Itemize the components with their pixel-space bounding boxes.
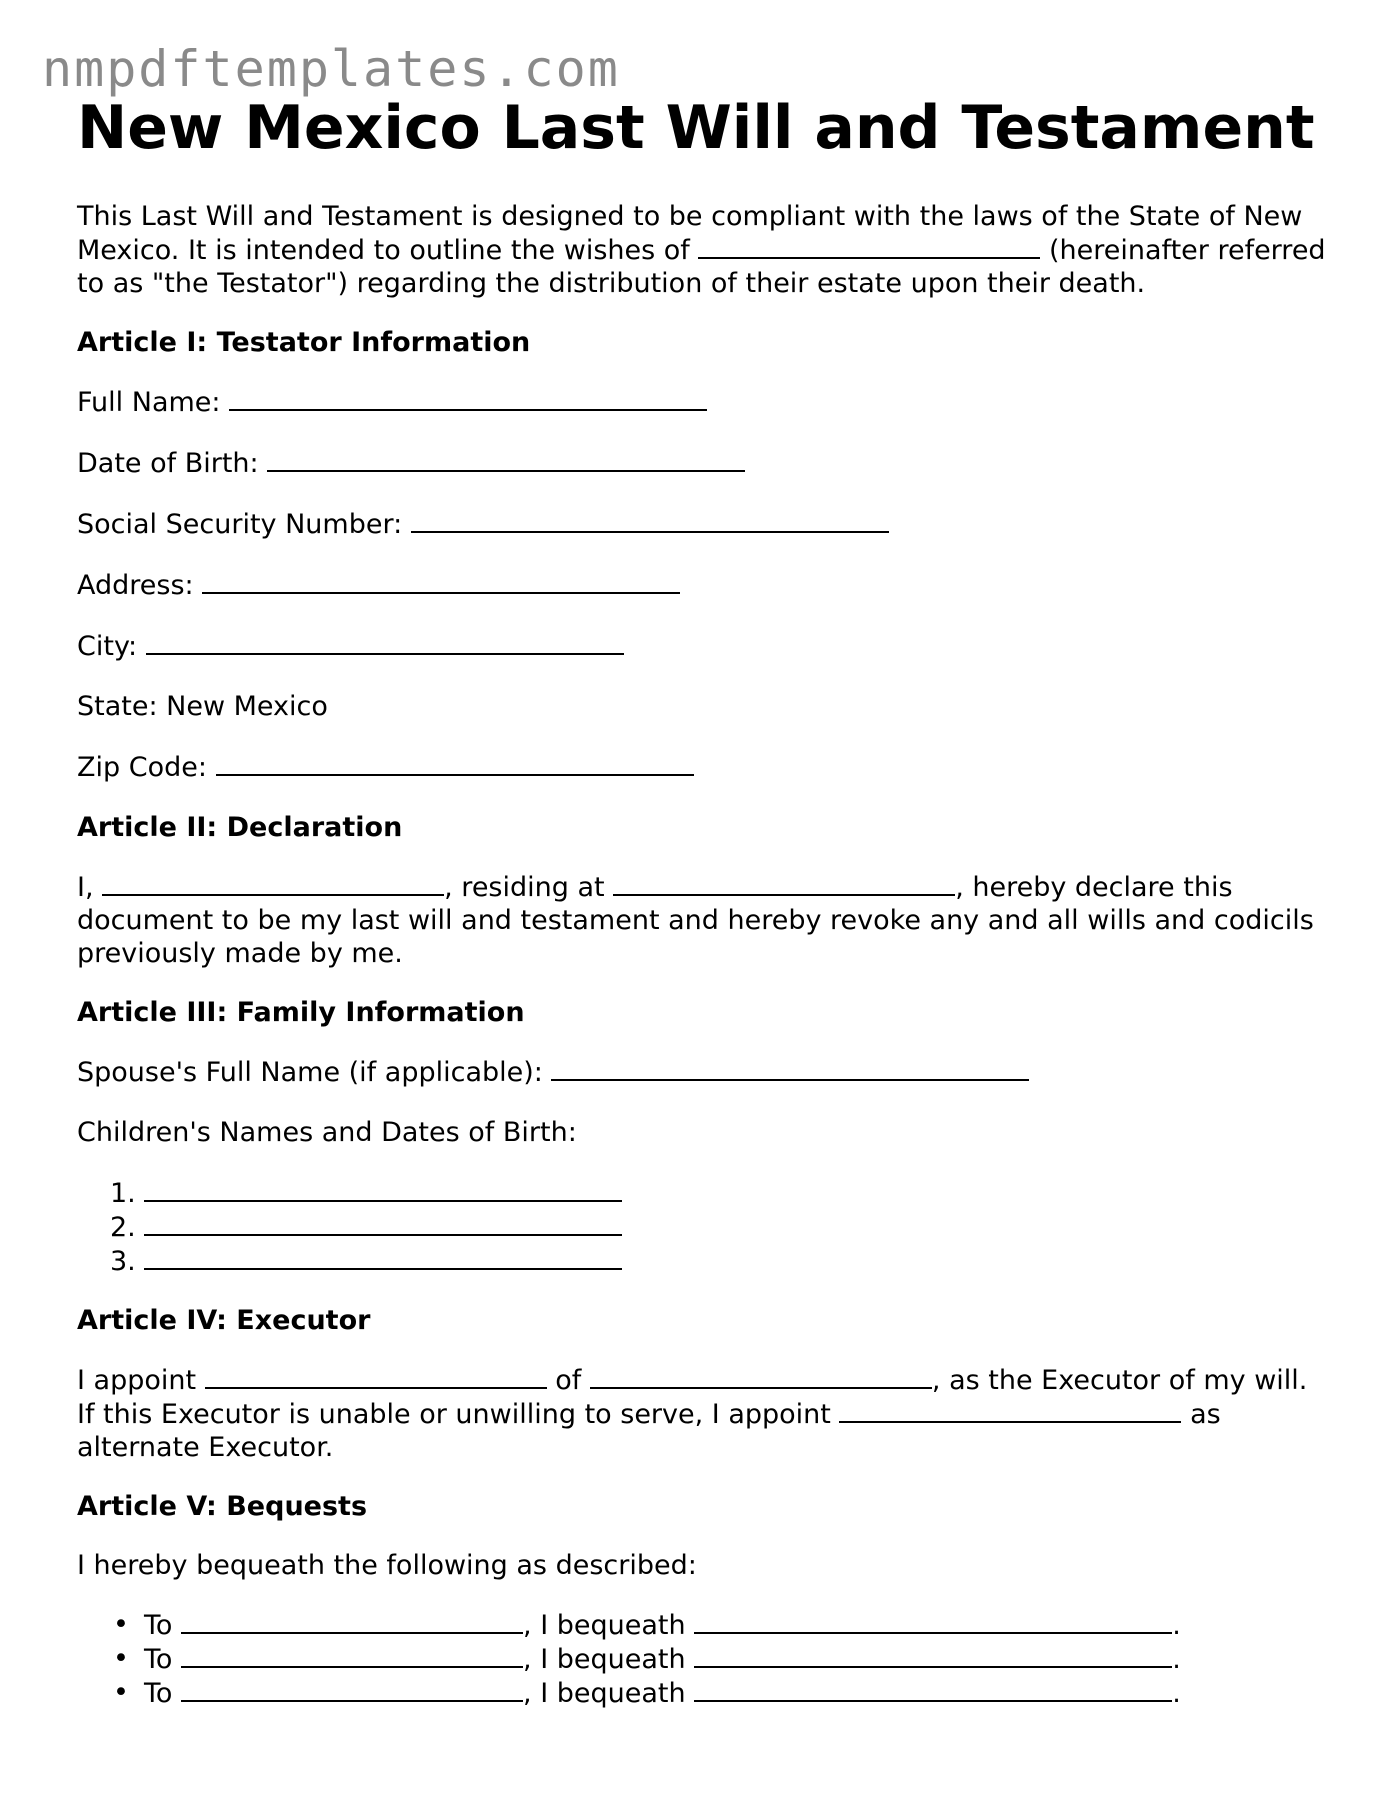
bequests-list [77, 1608, 1327, 1710]
spouse-blank[interactable] [551, 1055, 1029, 1081]
beneficiary-2-blank[interactable] [181, 1642, 523, 1668]
child-number: 1. [110, 1178, 136, 1209]
children-label: Children's Names and Dates of Birth: [77, 1117, 577, 1148]
address-blank[interactable] [202, 568, 680, 594]
article-2-heading: Article II: Declaration [77, 812, 403, 843]
list-item [77, 1642, 1327, 1676]
bequest-end: . [1172, 1610, 1181, 1641]
watermark: nmpdftemplates.com [42, 40, 620, 98]
declarant-name-blank[interactable] [102, 870, 444, 896]
declaration-text-2: , residing at [444, 872, 605, 903]
intro-text-1: This Last Will and Testament is designed to be compliant with the laws of the State of New Mexico. It is intended to outline the wishes of [77, 201, 1303, 266]
document-title: New Mexico Last Will and Testament [77, 93, 1315, 163]
child-1-blank[interactable] [144, 1176, 622, 1202]
beneficiary-1-blank[interactable] [181, 1608, 523, 1634]
bequests-intro: I hereby bequeath the following as described: [77, 1550, 697, 1581]
city-label: City: [77, 631, 138, 662]
bequest-to: To [144, 1610, 173, 1641]
bequest-verb: , I bequeath [523, 1644, 686, 1675]
intro-paragraph [77, 200, 1327, 300]
document-body [77, 200, 1327, 1710]
bequest-3-blank[interactable] [694, 1676, 1172, 1702]
child-2-blank[interactable] [144, 1210, 622, 1236]
zip-blank[interactable] [216, 750, 694, 776]
address-label: Address: [77, 570, 194, 601]
declaration-paragraph [77, 870, 1327, 970]
dob-blank[interactable] [267, 446, 745, 472]
state-label: State: New Mexico [77, 691, 328, 722]
executor-name-blank[interactable] [205, 1363, 547, 1389]
bequest-end: . [1172, 1644, 1181, 1675]
list-item [77, 1176, 1327, 1210]
bequest-verb: , I bequeath [523, 1678, 686, 1709]
article-3-heading: Article III: Family Information [77, 997, 525, 1028]
full-name-blank[interactable] [229, 385, 707, 411]
intro-text-2: (hereinafter referred to as "the Testator") regarding the distribution of their estate upon their death. [77, 235, 1326, 299]
residence-blank[interactable] [613, 870, 955, 896]
ssn-field [77, 507, 1327, 541]
bequest-end: . [1172, 1678, 1181, 1709]
dob-field [77, 446, 1327, 480]
bequest-1-blank[interactable] [694, 1608, 1172, 1634]
address-field [77, 568, 1327, 602]
beneficiary-3-blank[interactable] [181, 1676, 523, 1702]
executor-text-3: , as the Executor of my will. If this Executor is unable or unwilling to serve, I appoint [77, 1365, 1308, 1430]
child-number: 2. [110, 1212, 136, 1243]
executor-location-blank[interactable] [590, 1363, 932, 1389]
ssn-blank[interactable] [411, 507, 889, 533]
ssn-label: Social Security Number: [77, 509, 403, 540]
full-name-field [77, 385, 1327, 419]
article-1-heading: Article I: Testator Information [77, 327, 531, 358]
article-5-heading: Article V: Bequests [77, 1491, 368, 1522]
list-item [77, 1210, 1327, 1244]
child-number: 3. [110, 1246, 136, 1277]
bequest-2-blank[interactable] [694, 1642, 1172, 1668]
spouse-field [77, 1055, 1327, 1089]
city-field [77, 629, 1327, 663]
dob-label: Date of Birth: [77, 448, 259, 479]
bequest-to: To [144, 1678, 173, 1709]
executor-text-2: of [555, 1365, 582, 1396]
list-item [77, 1244, 1327, 1278]
executor-text-4: as alternate Executor. [77, 1399, 1221, 1463]
zip-field [77, 750, 1327, 784]
alternate-executor-blank[interactable] [839, 1397, 1181, 1423]
bequest-verb: , I bequeath [523, 1610, 686, 1641]
bequest-to: To [144, 1644, 173, 1675]
list-item [77, 1608, 1327, 1642]
full-name-label: Full Name: [77, 387, 221, 418]
article-4-heading: Article IV: Executor [77, 1305, 371, 1336]
zip-label: Zip Code: [77, 752, 207, 783]
city-blank[interactable] [146, 629, 624, 655]
declaration-text-3: , hereby declare this document to be my last will and testament and hereby revoke any and all wills and codicils previously made by me. [77, 872, 1314, 969]
list-item [77, 1676, 1327, 1710]
children-list [77, 1176, 1327, 1278]
testator-name-blank[interactable] [698, 233, 1040, 259]
executor-paragraph [77, 1363, 1327, 1464]
state-field [77, 690, 1327, 723]
executor-text-1: I appoint [77, 1365, 197, 1396]
declaration-text-1: I, [77, 872, 94, 903]
spouse-label: Spouse's Full Name (if applicable): [77, 1057, 543, 1088]
child-3-blank[interactable] [144, 1244, 622, 1270]
